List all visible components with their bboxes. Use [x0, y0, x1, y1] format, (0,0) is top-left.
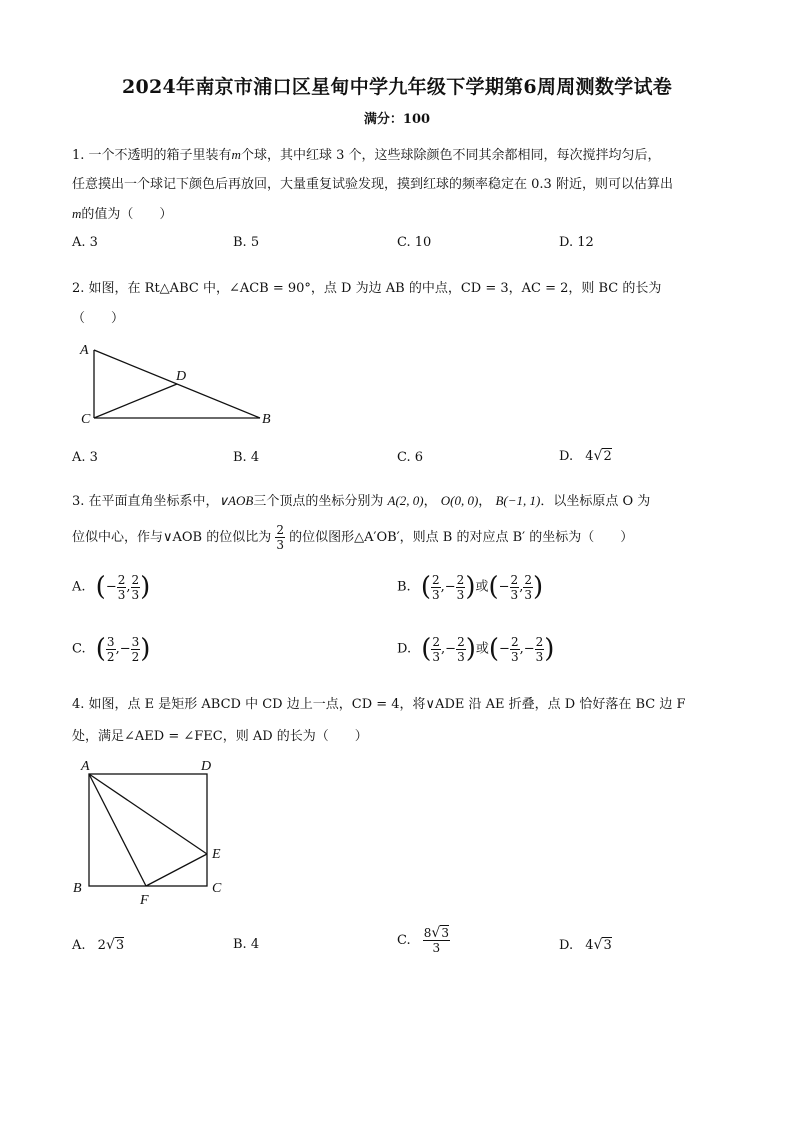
q3-tri: ∨AOB — [218, 493, 254, 508]
q1-option-b[interactable]: B. 5 — [233, 235, 260, 250]
q3-option-b-label: B. — [397, 579, 411, 595]
q4-rectangle-figure — [70, 752, 230, 908]
q1-option-c[interactable]: C. 10 — [397, 235, 432, 250]
q1-text-c: 的值为（ ） — [81, 207, 173, 222]
q3-text-e: 的位似图形△A′OB′，则点 B 的对应点 B′ 的坐标为（ ） — [289, 530, 634, 545]
q2-label-b: B — [262, 412, 271, 427]
q2-option-d-label: D. — [559, 449, 574, 464]
q3-ratio: $\frac{2}{3}$ — [276, 523, 285, 552]
q2-label-c: C — [81, 412, 91, 427]
q1-line2: 任意摸出一个球记下颜色后再放回，大量重复试验发现，摸到红球的频率稳定在 0.3 附近，则可以估算出 — [72, 177, 673, 192]
q1-line3 — [72, 203, 172, 222]
q1-var-m: m — [231, 147, 241, 162]
full-score: 满分：100 — [363, 112, 431, 127]
q3-text-d: 位似中心，作与∨AOB 的位似比为 — [72, 530, 272, 545]
q2-option-a[interactable]: A. 3 — [72, 450, 98, 465]
q4-line1: 4. 如图，点 E 是矩形 ABCD 中 CD 边上一点，CD = 4，将∨ADE 沿 AE 折叠，点 D 恰好落在 BC 边 F — [72, 697, 686, 712]
q3-point-b: B(−1, 1) — [495, 493, 541, 508]
q3-option-d[interactable]: D. ( $\frac{2}{3}$ ,− $\frac{2}{3}$ )或(− $\frac{2}{3}$ ,− $\frac{2}{3}$ ) — [397, 634, 555, 664]
q3-text-c: ．以坐标原点 O 为 — [540, 494, 651, 509]
q2-option-d-rad: 2 — [603, 449, 612, 464]
q3-point-a: A(2, 0) — [387, 493, 424, 508]
q3-text-a: 3. 在平面直角坐标系中， — [72, 494, 219, 509]
q1-line1 — [72, 144, 660, 163]
q4-label-f: F — [140, 893, 149, 908]
q3-option-d-label: D. — [397, 641, 412, 657]
q3-option-c-label: C. — [72, 641, 86, 657]
q2-line2: （ ） — [72, 311, 125, 326]
q2-option-c[interactable]: C. 6 — [397, 450, 424, 465]
q1-text-b: 个球，其中红球 3 个，这些球除颜色不同其余都相同，每次搅拌均匀后， — [240, 148, 661, 163]
q4-option-d[interactable]: D. 4√3 — [559, 937, 612, 953]
q3-option-b[interactable]: B. ( $\frac{2}{3}$ ,− $\frac{2}{3}$ )或(− $\frac{2}{3}$ , $\frac{2}{3}$ ) — [397, 572, 544, 602]
q4-option-c[interactable]: C. $\frac{8√3}{3}$ — [397, 925, 449, 955]
q4-label-b: B — [73, 881, 82, 896]
q1-option-d[interactable]: D. 12 — [559, 235, 594, 250]
q3-option-a-label: A. — [72, 579, 86, 595]
q4-option-d-label: D. — [559, 938, 574, 953]
q4-label-e: E — [212, 847, 221, 862]
page-title: 2024年南京市浦口区星甸中学九年级下学期第6周周测数学试卷 — [121, 76, 673, 98]
q4-label-d: D — [201, 759, 212, 774]
q2-option-d[interactable]: D. 4√2 — [559, 448, 612, 464]
q4-option-a-label: A. — [72, 938, 86, 953]
q1-var-m-2: m — [72, 206, 82, 221]
q3-text-b: 三个顶点的坐标分别为 — [253, 494, 384, 509]
q2-label-d: D — [176, 369, 187, 384]
q4-option-b[interactable]: B. 4 — [233, 937, 260, 952]
q2-option-b[interactable]: B. 4 — [233, 450, 260, 465]
q3-line1: 3. 在平面直角坐标系中，∨AOB三个顶点的坐标分别为 A(2, 0)， O(0, 0)， B(−1, 1)．以坐标原点 O 为 — [72, 493, 651, 509]
q3-option-a[interactable]: A. (− $\frac{2}{3}$ , $\frac{2}{3}$ ) — [72, 572, 151, 602]
q2-line1: 2. 如图，在 Rt△ABC 中，∠ACB = 90°，点 D 为边 AB 的中点，CD = 3，AC = 2，则 BC 的长为 — [72, 281, 662, 296]
q3-point-o: O(0, 0) — [440, 493, 479, 508]
q2-label-a: A — [80, 343, 89, 358]
q2-triangle-figure — [72, 338, 282, 430]
q3-line2 — [72, 523, 633, 552]
q4-line2: 处，满足∠AED = ∠FEC，则 AD 的长为（ ） — [72, 729, 368, 744]
q4-label-a: A — [81, 759, 90, 774]
q2-option-d-coef: 4 — [585, 449, 594, 464]
q4-option-c-label: C. — [397, 933, 411, 948]
q1-text-a: 1. 一个不透明的箱子里装有 — [72, 148, 232, 163]
q4-label-c: C — [212, 881, 222, 896]
q4-option-a[interactable]: A. 2√3 — [72, 937, 125, 953]
q3-option-c[interactable]: C. ( $\frac{3}{2}$ ,− $\frac{3}{2}$ ) — [72, 634, 151, 664]
q1-option-a[interactable]: A. 3 — [72, 235, 98, 250]
